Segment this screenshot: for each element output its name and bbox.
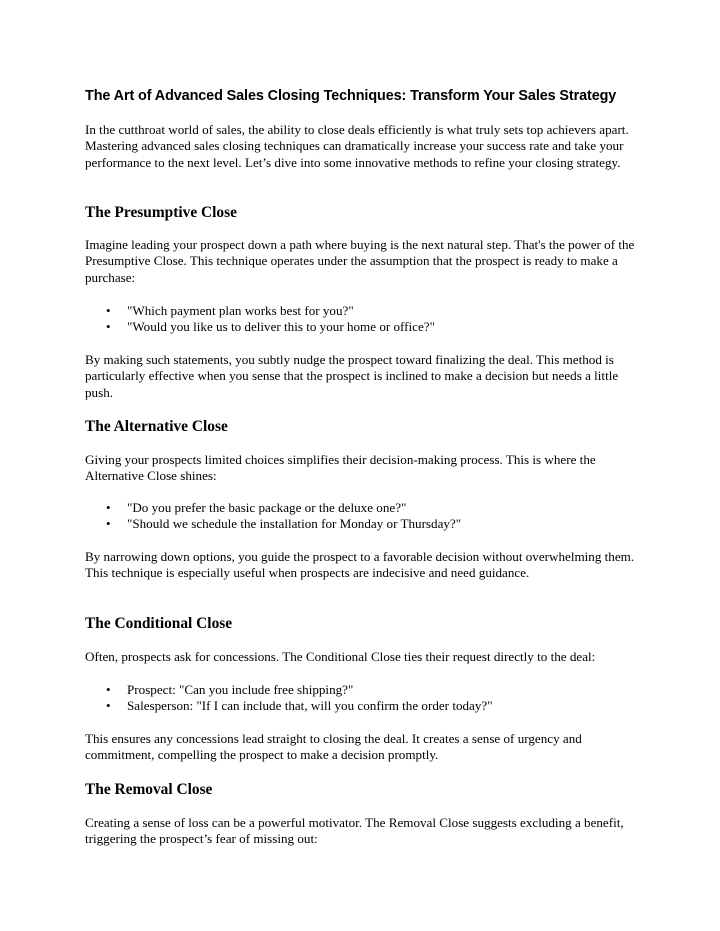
list-item — [103, 319, 643, 335]
section-paragraph-presumptive-close: Imagine leading your prospect down a path where buying is the next natural step. That's the power of the Presumptive Close. This technique operates under the assumption that the prospect is ready to make a purchase: — [85, 237, 635, 285]
bullet-icon: • — [106, 682, 111, 697]
section-heading-alternative-close: The Alternative Close — [85, 418, 228, 435]
list-item-text: Salesperson: "If I can include that, will you confirm the order today?" — [127, 698, 493, 714]
bullet-icon: • — [106, 319, 111, 335]
bullet-list-presumptive-close — [103, 303, 643, 336]
bullet-icon: • — [106, 303, 111, 318]
section-heading-removal-close: The Removal Close — [85, 781, 213, 798]
list-item — [103, 698, 643, 714]
list-item — [103, 500, 643, 516]
list-item-text: "Which payment plan works best for you?" — [127, 303, 354, 318]
section-heading-presumptive-close: The Presumptive Close — [85, 204, 237, 221]
section-paragraph-alternative-close: Giving your prospects limited choices simplifies their decision-making process. This is where the Alternative Close shines: — [85, 452, 596, 484]
list-item-text: "Should we schedule the installation for Monday or Thursday?" — [127, 516, 462, 532]
list-item — [103, 682, 643, 698]
intro-paragraph: In the cutthroat world of sales, the ability to close deals efficiently is what truly sets top achievers apart. Mastering advanced sales closing techniques can dramatically increase your success rate and take your performance to the next level. Let’s dive into some innovative methods to refine your closing strategy. — [85, 122, 629, 170]
section-paragraph-conditional-close: Often, prospects ask for concessions. The Conditional Close ties their request directly to the deal: — [85, 649, 596, 664]
section-followup-conditional-close: This ensures any concessions lead straight to closing the deal. It creates a sense of urgency and commitment, compelling the prospect to make a decision promptly. — [85, 731, 582, 763]
list-item-text: Prospect: "Can you include free shipping?" — [127, 682, 354, 697]
section-heading-conditional-close: The Conditional Close — [85, 615, 233, 632]
document-title: The Art of Advanced Sales Closing Techniques: Transform Your Sales Strategy — [85, 88, 617, 104]
bullet-icon: • — [106, 516, 111, 532]
bullet-list-conditional-close — [103, 682, 643, 715]
bullet-icon: • — [106, 698, 111, 714]
list-item-text: "Would you like us to deliver this to your home or office?" — [127, 319, 435, 335]
list-item — [103, 516, 643, 532]
section-paragraph-removal-close: Creating a sense of loss can be a powerful motivator. The Removal Close suggests excluding a benefit, triggering the prospect’s fear of missing out: — [85, 815, 624, 847]
section-followup-alternative-close: By narrowing down options, you guide the prospect to a favorable decision without overwhelming them. This technique is especially useful when prospects are indecisive and need guidance. — [85, 549, 635, 581]
bullet-list-alternative-close — [103, 500, 643, 533]
section-followup-presumptive-close: By making such statements, you subtly nudge the prospect toward finalizing the deal. This method is particularly effective when you sense that the prospect is inclined to make a decision but needs a little push. — [85, 352, 619, 400]
list-item — [103, 303, 643, 319]
bullet-icon: • — [106, 500, 111, 515]
list-item-text: "Do you prefer the basic package or the deluxe one?" — [127, 500, 407, 515]
